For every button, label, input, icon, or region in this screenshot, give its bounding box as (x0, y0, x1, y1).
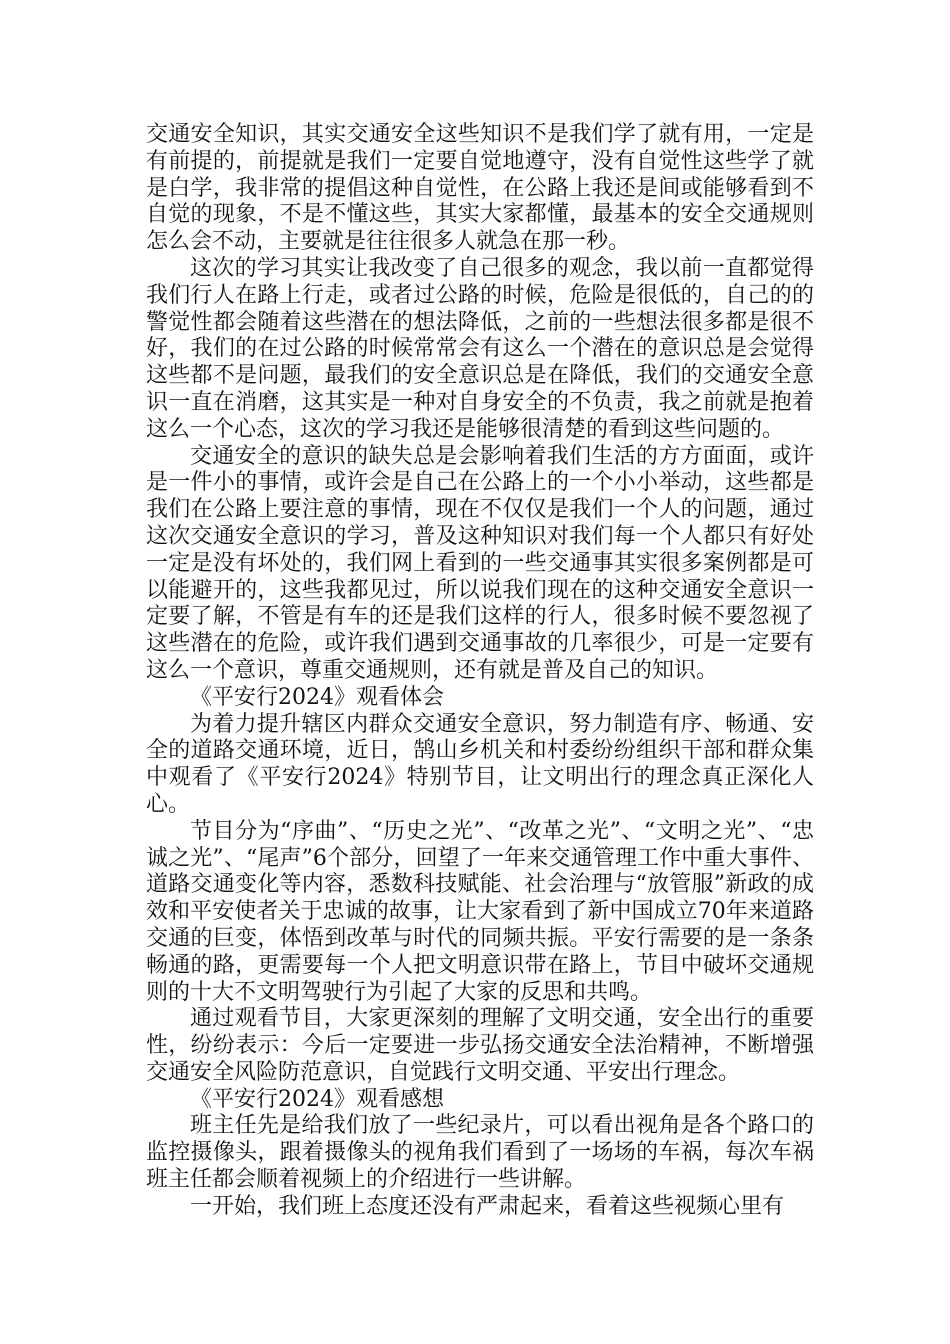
section-heading: 《平安行2024》观看体会 (190, 684, 444, 710)
paragraph: 交通安全的意识的缺失总是会影响着我们生活的方方面面，或许是一件小的事情，或许会是自己在公路上的一个小小举动，这些都是我们在公路上要注意的事情，现在不仅仅是我们一个人的问题，通过这次交通安全意识的学习，普及这种知识对我们每一个人都只有好处一定是没有坏处的，我们网上看到的一些交通事其实很多案例都是可以能避开的，这些我都见过，所以说我们现在的这种交通安全意识一定要了解，不管是有车的还是我们这样的行人，很多时候不要忽视了这些潜在的危险，或许我们遇到交通事故的几率很少，可是一定要有这么一个意识，尊重交通规则，还有就是普及自己的知识。 (146, 443, 814, 683)
paragraph: 节目分为“序曲”、“历史之光”、“改革之光”、“文明之光”、“忠诚之光”、“尾声”6个部分，回望了一年来交通管理工作中重大事件、道路交通变化等内容，悉数科技赋能、社会治理与“放管服”新政的成效和平安使者关于忠诚的故事，让大家看到了新中国成立70年来道路交通的巨变，体悟到改革与时代的同频共振。平安行需要的是一条条畅通的路，更需要每一个人把文明意识带在路上，节目中破坏交通规则的十大不文明驾驶行为引起了大家的反思和共鸣。 (146, 818, 814, 1005)
paragraph: 一开始，我们班上态度还没有严肃起来，看着这些视频心里有 (190, 1193, 785, 1219)
paragraph: 通过观看节目，大家更深刻的理解了文明交通，安全出行的重要性，纷纷表示：今后一定要进一步弘扬交通安全法治精神，不断增强交通安全风险防范意识，自觉践行文明交通、平安出行理念。 (146, 1006, 814, 1085)
paragraph: 交通安全知识，其实交通安全这些知识不是我们学了就有用，一定是有前提的，前提就是我们一定要自觉地遵守，没有自觉性这些学了就是白学，我非常的提倡这种自觉性，在公路上我还是间或能够看到不自觉的现象，不是不懂这些，其实大家都懂，最基本的安全交通规则怎么会不动，主要就是往往很多人就急在那一秒。 (146, 122, 814, 255)
document-body (146, 122, 814, 1221)
section-heading: 《平安行2024》观看感想 (190, 1086, 444, 1112)
paragraph: 为着力提升辖区内群众交通安全意识，努力制造有序、畅通、安全的道路交通环境，近日，鹄山乡机关和村委纷纷组织干部和群众集中观看了《平安行2024》特别节目，让文明出行的理念真正深化人心。 (146, 711, 814, 817)
paragraph: 班主任先是给我们放了一些纪录片，可以看出视角是各个路口的监控摄像头，跟着摄像头的视角我们看到了一场场的车祸，每次车祸班主任都会顺着视频上的介绍进行一些讲解。 (146, 1113, 814, 1193)
paragraph: 这次的学习其实让我改变了自己很多的观念，我以前一直都觉得我们行人在路上行走，或者过公路的时候，危险是很低的，自己的的警觉性都会随着这些潜在的想法降低，之前的一些想法很多都是很不好，我们的在过公路的时候常常会有这么一个潜在的意识总是会觉得这些都不是问题，最我们的安全意识总是在降低，我们的交通安全意识一直在消磨，这其实是一种对自身安全的不负责，我之前就是抱着这么一个心态，这次的学习我还是能够很清楚的看到这些问题的。 (146, 255, 814, 442)
